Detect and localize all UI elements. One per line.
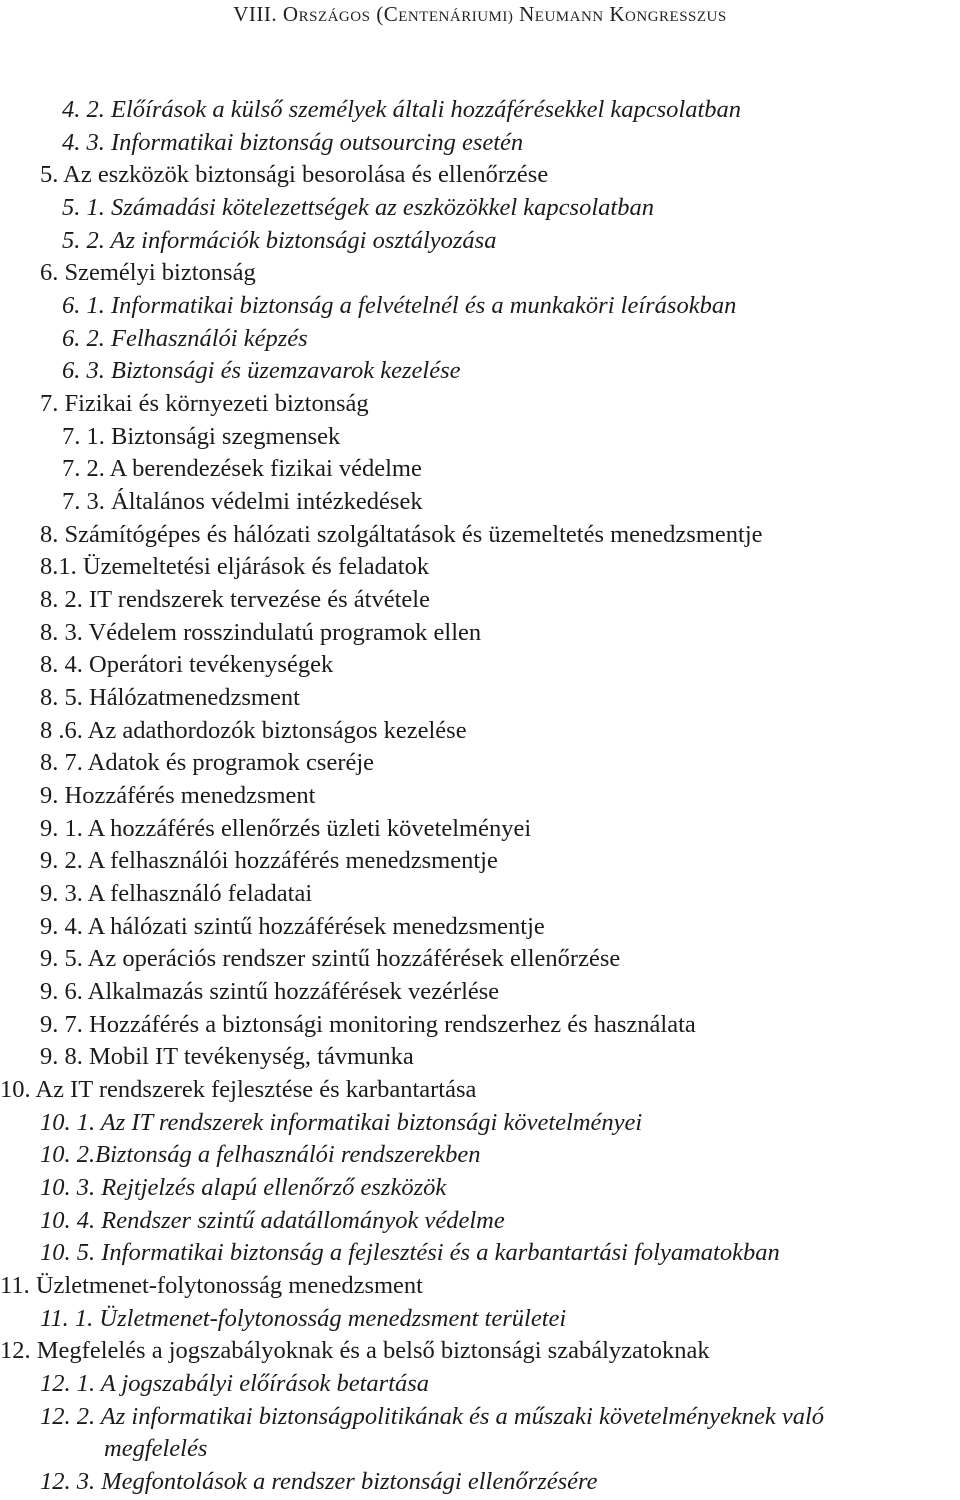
toc-subsection: 9. 1. A hozzáférés ellenőrzés üzleti követelményei: [40, 815, 532, 842]
toc-subsection: 8. 3. Védelem rosszindulatú programok ellen: [40, 619, 482, 646]
toc-subsection: 8. 7. Adatok és programok cseréje: [40, 749, 375, 776]
toc-subsection: 7. 1. Biztonsági szegmensek: [62, 423, 341, 450]
toc-subsection: 12. 1. A jogszabályi előírások betartása: [40, 1370, 430, 1397]
header-numeral: VIII.: [233, 2, 278, 26]
toc-section: 6. Személyi biztonság: [40, 259, 256, 286]
toc-subsection: 6. 1. Informatikai biztonság a felvételnél és a munkaköri leírásokban: [62, 292, 737, 319]
running-header: [0, 2, 960, 27]
toc-subsection: 8 .6. Az adathordozók biztonságos kezelése: [40, 717, 467, 744]
toc-section: 10. Az IT rendszerek fejlesztése és karbantartása: [0, 1076, 477, 1103]
toc-subsection: 9. 7. Hozzáférés a biztonsági monitoring rendszerhez és használata: [40, 1011, 696, 1038]
toc-section: 8. Számítógépes és hálózati szolgáltatások és üzemeltetés menedzsmentje: [40, 521, 763, 548]
toc-subsection: 8. 4. Operátori tevékenységek: [40, 651, 334, 678]
header-word-4: KONGRESSZUS: [609, 2, 727, 26]
toc-subsection: 10. 4. Rendszer szintű adatállományok védelme: [40, 1207, 505, 1234]
header-word-2: (CENTENÁRIUMI): [376, 2, 514, 26]
toc-subsection: 10. 2.Biztonság a felhasználói rendszerekben: [40, 1141, 481, 1168]
toc-section: 7. Fizikai és környezeti biztonság: [40, 390, 369, 417]
toc-subsection: 10. 1. Az IT rendszerek informatikai biztonsági követelményei: [40, 1109, 643, 1136]
toc-section: 9. Hozzáférés menedzsment: [40, 782, 316, 809]
toc-subsection: 8.1. Üzemeltetési eljárások és feladatok: [40, 553, 430, 580]
toc-subsection: 5. 2. Az információk biztonsági osztályozása: [62, 227, 497, 254]
toc-subsection: 12. 2. Az informatikai biztonságpolitikának és a műszaki követelményeknek való: [40, 1403, 825, 1430]
toc-subsection: 11. 1. Üzletmenet-folytonosság menedzsment területei: [40, 1305, 567, 1332]
toc-subsection: 12. 3. Megfontolások a rendszer biztonsági ellenőrzésére: [40, 1468, 598, 1495]
toc-subsection: 10. 3. Rejtjelzés alapú ellenőrző eszközök: [40, 1174, 447, 1201]
toc-subsection: 4. 3. Informatikai biztonság outsourcing esetén: [62, 129, 524, 156]
toc-subsection: 9. 2. A felhasználói hozzáférés menedzsmentje: [40, 847, 498, 874]
toc-subsection: 10. 5. Informatikai biztonság a fejlesztési és a karbantartási folyamatokban: [40, 1239, 780, 1266]
header-word-3: NEUMANN: [519, 2, 604, 26]
toc-subsection: 8. 2. IT rendszerek tervezése és átvétele: [40, 586, 430, 613]
toc-subsection: 7. 3. Általános védelmi intézkedések: [62, 488, 423, 515]
toc-subsection: 9. 4. A hálózati szintű hozzáférések menedzsmentje: [40, 913, 545, 940]
toc-subsection: 9. 6. Alkalmazás szintű hozzáférések vezérlése: [40, 978, 500, 1005]
toc-subsection: 8. 5. Hálózatmenedzsment: [40, 684, 300, 711]
toc-subsection: 6. 3. Biztonsági és üzemzavarok kezelése: [62, 357, 461, 384]
toc-subsection-continuation: megfelelés: [104, 1435, 208, 1462]
toc-section: 5. Az eszközök biztonsági besorolása és ellenőrzése: [40, 161, 549, 188]
toc-section: 12. Megfelelés a jogszabályoknak és a belső biztonsági szabályzatoknak: [0, 1337, 710, 1364]
toc-subsection: 9. 5. Az operációs rendszer szintű hozzáférések ellenőrzése: [40, 945, 621, 972]
toc-subsection: 5. 1. Számadási kötelezettségek az eszközökkel kapcsolatban: [62, 194, 654, 221]
header-word-1: ORSZÁGOS: [282, 2, 371, 26]
toc-section: 11. Üzletmenet-folytonosság menedzsment: [0, 1272, 423, 1299]
toc-subsection: 4. 2. Előírások a külső személyek általi hozzáférésekkel kapcsolatban: [62, 96, 742, 123]
toc-subsection: 6. 2. Felhasználói képzés: [62, 325, 308, 352]
toc-subsection: 9. 8. Mobil IT tevékenység, távmunka: [40, 1043, 414, 1070]
toc-subsection: 9. 3. A felhasználó feladatai: [40, 880, 313, 907]
toc-subsection: 7. 2. A berendezések fizikai védelme: [62, 455, 422, 482]
